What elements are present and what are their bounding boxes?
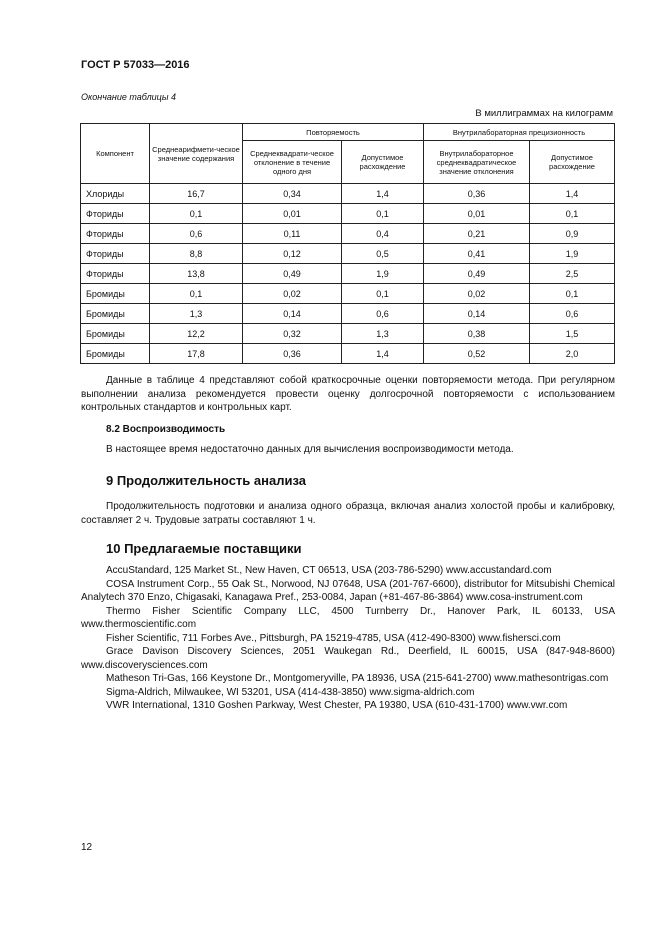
supplier-entry: VWR International, 1310 Goshen Parkway, West Chester, PA 19380, USA (610-431-1700) www.vwr.com bbox=[106, 700, 568, 711]
supplier-entry: Sigma-Aldrich, Milwaukee, WI 53201, USA (414-438-3850) www.sigma-aldrich.com bbox=[106, 686, 475, 698]
value-cell: 0,12 bbox=[243, 244, 342, 264]
value-cell: 0,32 bbox=[243, 324, 342, 344]
col-header-intra-allow: Допустимое расхождение bbox=[530, 141, 615, 184]
value-cell: 0,6 bbox=[150, 224, 243, 244]
supplier-entry: COSA Instrument Corp., 55 Oak St., Norwood, NJ 07648, USA (201-767-6600), distributor for Mitsubishi Chemical Analytech 370 Enzo, Chigasaki, Kanagawa Pref., 253-0084, Japan (+81-467-86-3864) www.cosa-instrument.com bbox=[81, 578, 615, 603]
document-code: ГОСТ Р 57033—2016 bbox=[81, 59, 190, 71]
value-cell: 0,11 bbox=[243, 224, 342, 244]
value-cell: 8,8 bbox=[150, 244, 243, 264]
table-row bbox=[81, 284, 615, 304]
table-row bbox=[81, 304, 615, 324]
value-cell: 0,1 bbox=[150, 284, 243, 304]
table-row bbox=[81, 204, 615, 224]
value-cell: 0,1 bbox=[150, 204, 243, 224]
value-cell: 0,41 bbox=[424, 244, 530, 264]
value-cell: 0,38 bbox=[424, 324, 530, 344]
value-cell: 0,49 bbox=[243, 264, 342, 284]
value-cell: 0,36 bbox=[243, 344, 342, 364]
value-cell: 0,52 bbox=[424, 344, 530, 364]
value-cell: 1,9 bbox=[530, 244, 615, 264]
component-cell: Бромиды bbox=[81, 304, 150, 324]
value-cell: 2,5 bbox=[530, 264, 615, 284]
col-header-rep-sd: Среднеквадрати-ческое отклонение в течение одного дня bbox=[243, 141, 342, 184]
value-cell: 0,01 bbox=[243, 204, 342, 224]
supplier-entry: AccuStandard, 125 Market St., New Haven, CT 06513, USA (203-786-5290) www.accustandard.com bbox=[106, 565, 552, 576]
table-row bbox=[81, 344, 615, 364]
section-9-text: Продолжительность подготовки и анализа одного образца, включая анализ холостой пробы и калибровку, составляет 2 ч. Трудовые затраты составляют 1 ч. bbox=[81, 501, 615, 526]
value-cell: 0,01 bbox=[424, 204, 530, 224]
value-cell: 1,9 bbox=[342, 264, 424, 284]
value-cell: 0,1 bbox=[530, 204, 615, 224]
value-cell: 2,0 bbox=[530, 344, 615, 364]
units-note: В миллиграммах на килограмм bbox=[475, 108, 613, 119]
value-cell: 0,21 bbox=[424, 224, 530, 244]
col-header-rep-allow: Допустимое расхождение bbox=[342, 141, 424, 184]
component-cell: Фториды bbox=[81, 224, 150, 244]
value-cell: 0,6 bbox=[530, 304, 615, 324]
value-cell: 1,3 bbox=[342, 324, 424, 344]
value-cell: 16,7 bbox=[150, 184, 243, 204]
value-cell: 1,3 bbox=[150, 304, 243, 324]
supplier-entry: Thermo Fisher Scientific Company LLC, 4500 Turnberry Dr., Hanover Park, IL 60133, USA www.thermoscientific.com bbox=[81, 605, 615, 630]
value-cell: 1,4 bbox=[342, 344, 424, 364]
component-cell: Бромиды bbox=[81, 324, 150, 344]
table-row bbox=[81, 184, 615, 204]
value-cell: 0,34 bbox=[243, 184, 342, 204]
value-cell: 0,49 bbox=[424, 264, 530, 284]
value-cell: 0,14 bbox=[243, 304, 342, 324]
section-9-title: 9 Продолжительность анализа bbox=[106, 473, 306, 488]
value-cell: 1,4 bbox=[342, 184, 424, 204]
table-row bbox=[81, 264, 615, 284]
group-header-intralab: Внутрилабораторная прецизионность bbox=[424, 124, 615, 141]
value-cell: 0,36 bbox=[424, 184, 530, 204]
col-header-component: Компонент bbox=[81, 124, 150, 184]
component-cell: Фториды bbox=[81, 204, 150, 224]
component-cell: Фториды bbox=[81, 244, 150, 264]
precision-table bbox=[80, 123, 615, 364]
table-row bbox=[81, 244, 615, 264]
value-cell: 1,5 bbox=[530, 324, 615, 344]
col-header-mean: Среднеарифмети-ческое значение содержания bbox=[150, 124, 243, 184]
section-8-2-title: 8.2 Воспроизводимость bbox=[106, 424, 226, 435]
value-cell: 12,2 bbox=[150, 324, 243, 344]
value-cell: 1,4 bbox=[530, 184, 615, 204]
section-10-title: 10 Предлагаемые поставщики bbox=[106, 541, 302, 556]
value-cell: 0,02 bbox=[243, 284, 342, 304]
value-cell: 0,4 bbox=[342, 224, 424, 244]
supplier-entry: Matheson Tri-Gas, 166 Keystone Dr., Montgomeryville, PA 18936, USA (215-641-2700) www.mathesontrigas.com bbox=[106, 673, 609, 684]
page-number: 12 bbox=[81, 842, 93, 853]
table-row bbox=[81, 224, 615, 244]
supplier-entry: Grace Davison Discovery Sciences, 2051 Waukegan Rd., Deerfield, IL 60015, USA (847-948-8600) www.discoverysciences.com bbox=[81, 646, 615, 671]
suppliers-list bbox=[81, 564, 615, 713]
table-row bbox=[81, 324, 615, 344]
value-cell: 0,1 bbox=[530, 284, 615, 304]
component-cell: Фториды bbox=[81, 264, 150, 284]
supplier-entry: Fisher Scientific, 711 Forbes Ave., Pittsburgh, PA 15219-4785, USA (412-490-8300) www.fishersci.com bbox=[106, 632, 561, 644]
component-cell: Хлориды bbox=[81, 184, 150, 204]
table-caption: Окончание таблицы 4 bbox=[81, 92, 176, 102]
value-cell: 0,14 bbox=[424, 304, 530, 324]
value-cell: 0,1 bbox=[342, 204, 424, 224]
value-cell: 0,9 bbox=[530, 224, 615, 244]
component-cell: Бромиды bbox=[81, 284, 150, 304]
value-cell: 0,5 bbox=[342, 244, 424, 264]
table-note-paragraph: Данные в таблице 4 представляют собой краткосрочные оценки повторяемости метода. При регулярном выполнении анализа рекомендуется провести оценку долгосрочной повторяемости с использованием контрольных стандартов и контрольных карт. bbox=[81, 375, 615, 413]
value-cell: 13,8 bbox=[150, 264, 243, 284]
value-cell: 0,1 bbox=[342, 284, 424, 304]
section-8-2-text: В настоящее время недостаточно данных для вычисления воспроизводимости метода. bbox=[106, 444, 514, 455]
col-header-intra-sd: Внутрилабораторное среднеквадратическое значение отклонения bbox=[424, 141, 530, 184]
component-cell: Бромиды bbox=[81, 344, 150, 364]
value-cell: 0,6 bbox=[342, 304, 424, 324]
group-header-repeatability: Повторяемость bbox=[243, 124, 424, 141]
value-cell: 0,02 bbox=[424, 284, 530, 304]
value-cell: 17,8 bbox=[150, 344, 243, 364]
